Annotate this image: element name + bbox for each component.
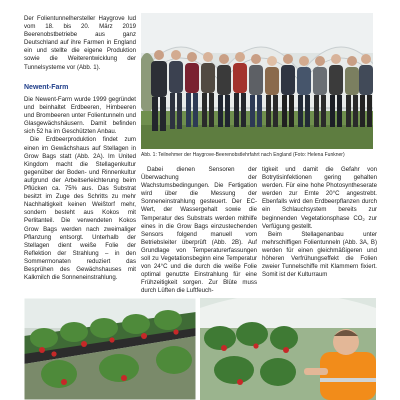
col1-paragraph-2: Die Erdbeerproduktion findet zum einen im Gewächshaus auf Stellagen in Grow Bags statt (Abb. 2A). Im United Kingdom macht die Stellagenkultur gegenüber der Boden- und Rinnenkultur aufgrund der Arbeitserleichterung beim Pflücken ca. 75% aus. Das Substrat besitzt im Zuge des Schritts zu mehr Nachhaltigkeit keinen Weißtorf mehr, sondern besteht aus Kokos mit Perlitanteil. Die verwendeten Kokos Grow Bags werden nach zweimaliger Pflanzung entsorgt. Unterhalb der Stellagen dient weiße Folie der Reflektion der Strahlung – in den Sommermonaten reduziert das Besprühen des Gewächshauses mit Kalkmilch die Sonneneinstrahlung. (24, 136, 136, 282)
section-heading: Newent-Farm (24, 84, 69, 91)
strawberry-gutter-photo (24, 298, 196, 400)
figure-1-caption: Abb. 1: Teilnehmer der Haygrove-Beerenobstlehrfahrt nach England (Foto: Helena Funkner) (141, 152, 345, 158)
col1-paragraph-1: Die Newent-Farm wurde 1999 gegründet und beinhaltet Erdbeeren, Himbeeren und Brombeeren unter Folientunneln und Glasgewächshäusern. Damit befinden sich 52 ha im Geschützten Anbau. (24, 96, 136, 136)
column-2-body: Dabei dienen Sensoren der Überwachung der Wachstumsbedingungen. Die Fertigation wird über die Messung der Sonneneinstrahlung gesteuert. Der EC-Wert, der Wassergehalt sowie die Temperatur des Substrats werden mithilfe eines in die Grow Bags einzustechenden Sensors folgend manuell vom Betriebsleiter überprüft (Abb. 2B). Auf Grundlage von Temperaturerfassungen soll zu Vegetationsbeginn eine Temperatur von 24°C und die durch die weiße Folie optimal genutzte Einstrahlung für eine Frühzeitigkeit sorgen. Zur Blüte muss durch Lüften die Luftfeuch- (141, 166, 257, 295)
col3-paragraph-1 (262, 166, 377, 231)
column-1-body (24, 96, 136, 282)
group-photo (141, 13, 373, 149)
tunnel-worker-photo (200, 298, 376, 400)
intro-paragraph: Der Folientunnelhersteller Haygrove lud vom 18. bis 20. März 2019 Beerenobstbetriebe aus ganz Deutschland auf ihre Farmen in England ein und stellte die eigene Produktion sowie die Weiterentwicklung der Tunnelsysteme vor (Abb. 1). (24, 15, 136, 71)
column-3-body (262, 166, 377, 279)
col3-p1-pre: tigkeit und damit die Gefahr von Botrytisinfektionen gering gehalten werden. Für eine hohe Photosyntheserate werden zur Ernte 20°C angestrebt. Ebenfalls wird den Erdbeerpflanzen durch ein Schlauchsystem bereits zur beginnenden Vegetationsphase CO (262, 166, 377, 222)
col3-paragraph-2: Beim Stellagenanbau unter mehrschiffigen Folientunneln (Abb. 3A, B) werden für einen gleichmäßigeren und höheren Verfrühungseffekt die Folien zweier Tunnelschiffe mit Klammern fixiert. Somit ist der Kulturraum (262, 230, 377, 279)
co2-subscript: 2 (362, 216, 365, 222)
col3-p1-post: zur Verfügung gestellt. (262, 214, 377, 230)
